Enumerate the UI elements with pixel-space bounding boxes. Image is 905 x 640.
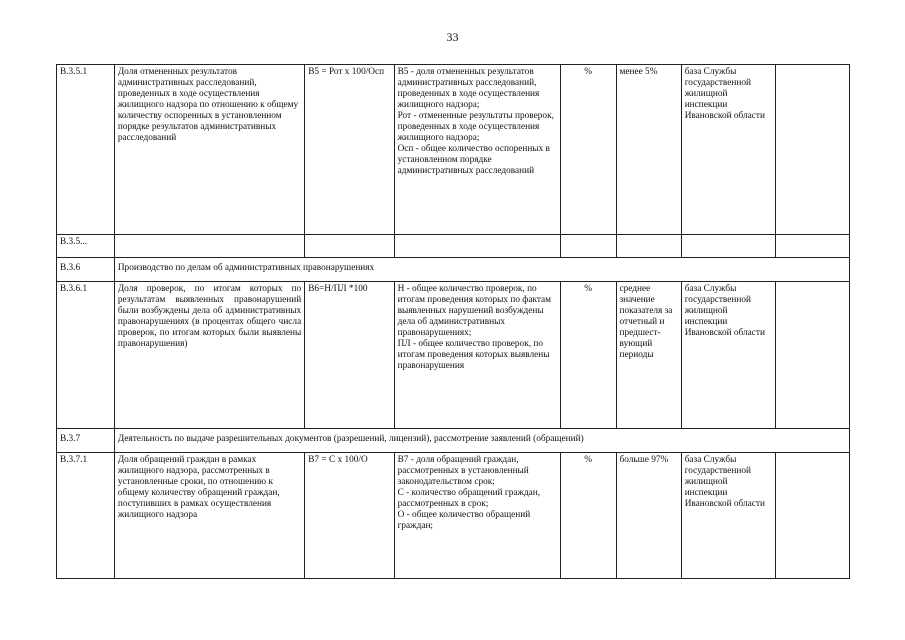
indicator-code: В.3.5...	[57, 235, 115, 258]
description-line: С - количество обращений граждан, рассмотренных в срок;	[397, 488, 541, 509]
indicator-description	[394, 65, 560, 235]
description-line: Рот - отмененные результаты проверок, проведенных в ходе осуществления жилищного надзора;	[397, 111, 554, 143]
description-line: Н - общее количество проверок, по итогам проведения которых по фактам выявленных нарушений возбуждены дела об административных правонарушениях;	[397, 284, 552, 338]
section-code: В.3.7	[57, 429, 115, 453]
indicator-code: В.3.5.1	[57, 65, 115, 235]
indicator-target: больше 97%	[616, 453, 681, 579]
indicator-description	[394, 453, 560, 579]
indicator-name: Доля отмененных результатов административных расследований, проведенных в ходе осуществления жилищного надзора по отношению к общему количеству оспоренных в установленном порядке результатов административных расследований	[114, 65, 304, 235]
indicator-target: менее 5%	[616, 65, 681, 235]
table-row	[57, 235, 850, 258]
indicator-source: база Службы государственной жилищной инспекции Ивановской области	[681, 282, 776, 429]
table-row	[57, 282, 850, 429]
indicator-unit: %	[560, 453, 616, 579]
empty-cell	[560, 235, 616, 258]
indicator-code: В.3.7.1	[57, 453, 115, 579]
empty-cell	[305, 235, 394, 258]
empty-cell	[394, 235, 560, 258]
section-row	[57, 429, 850, 453]
description-line: ПЛ - общее количество проверок, по итогам проведения которых выявлены правонарушения	[397, 339, 550, 371]
indicator-target: среднее значение показателя за отчетный и предшест-вующий периоды	[616, 282, 681, 429]
page-number: 33	[446, 30, 459, 44]
table-row	[57, 453, 850, 579]
section-title: Деятельность по выдаче разрешительных документов (разрешений, лицензий), рассмотрение заявлений (обращений)	[114, 429, 849, 453]
section-title: Производство по делам об административных правонарушениях	[114, 258, 849, 282]
indicator-unit: %	[560, 65, 616, 235]
description-line: Осп - общее количество оспоренных в установленном порядке административных расследований	[397, 144, 550, 176]
empty-cell	[114, 235, 304, 258]
section-code: В.3.6	[57, 258, 115, 282]
indicator-description	[394, 282, 560, 429]
empty-cell	[681, 235, 776, 258]
empty-cell	[776, 235, 850, 258]
indicator-source: база Службы государственной жилищной инспекции Ивановской области	[681, 65, 776, 235]
table-row	[57, 65, 850, 235]
indicator-code: В.3.6.1	[57, 282, 115, 429]
empty-cell	[616, 235, 681, 258]
empty-cell	[776, 282, 850, 429]
description-line: В7 - доля обращений граждан, рассмотренных в установленный законодательством срок;	[397, 455, 529, 487]
indicator-formula: В6=Н/ПЛ *100	[305, 282, 394, 429]
indicator-source: база Службы государственной жилищной инспекции Ивановской области	[681, 453, 776, 579]
indicator-formula: В5 = Рот x 100/Осп	[305, 65, 394, 235]
description-line: О - общее количество обращений граждан;	[397, 510, 531, 531]
indicator-name: Доля обращений граждан в рамках жилищного надзора, рассмотренных в установленные сроки, по отношению к общему количеству обращений граждан, поступивших в рамках осуществления жилищного надзора	[114, 453, 304, 579]
empty-cell	[776, 65, 850, 235]
section-row	[57, 258, 850, 282]
description-line: В5 - доля отмененных результатов административных расследований, проведенных в ходе осуществления жилищного надзора;	[397, 67, 540, 110]
indicator-name: Доля проверок, по итогам которых по результатам выявленных правонарушений были возбуждены дела об административных правонарушениях (в процентах общего числа проверок, по итогам которых были выявлены правонарушения)	[114, 282, 304, 429]
indicator-formula: В7 = С x 100/О	[305, 453, 394, 579]
indicator-unit: %	[560, 282, 616, 429]
indicator-table	[56, 64, 850, 579]
empty-cell	[776, 453, 850, 579]
